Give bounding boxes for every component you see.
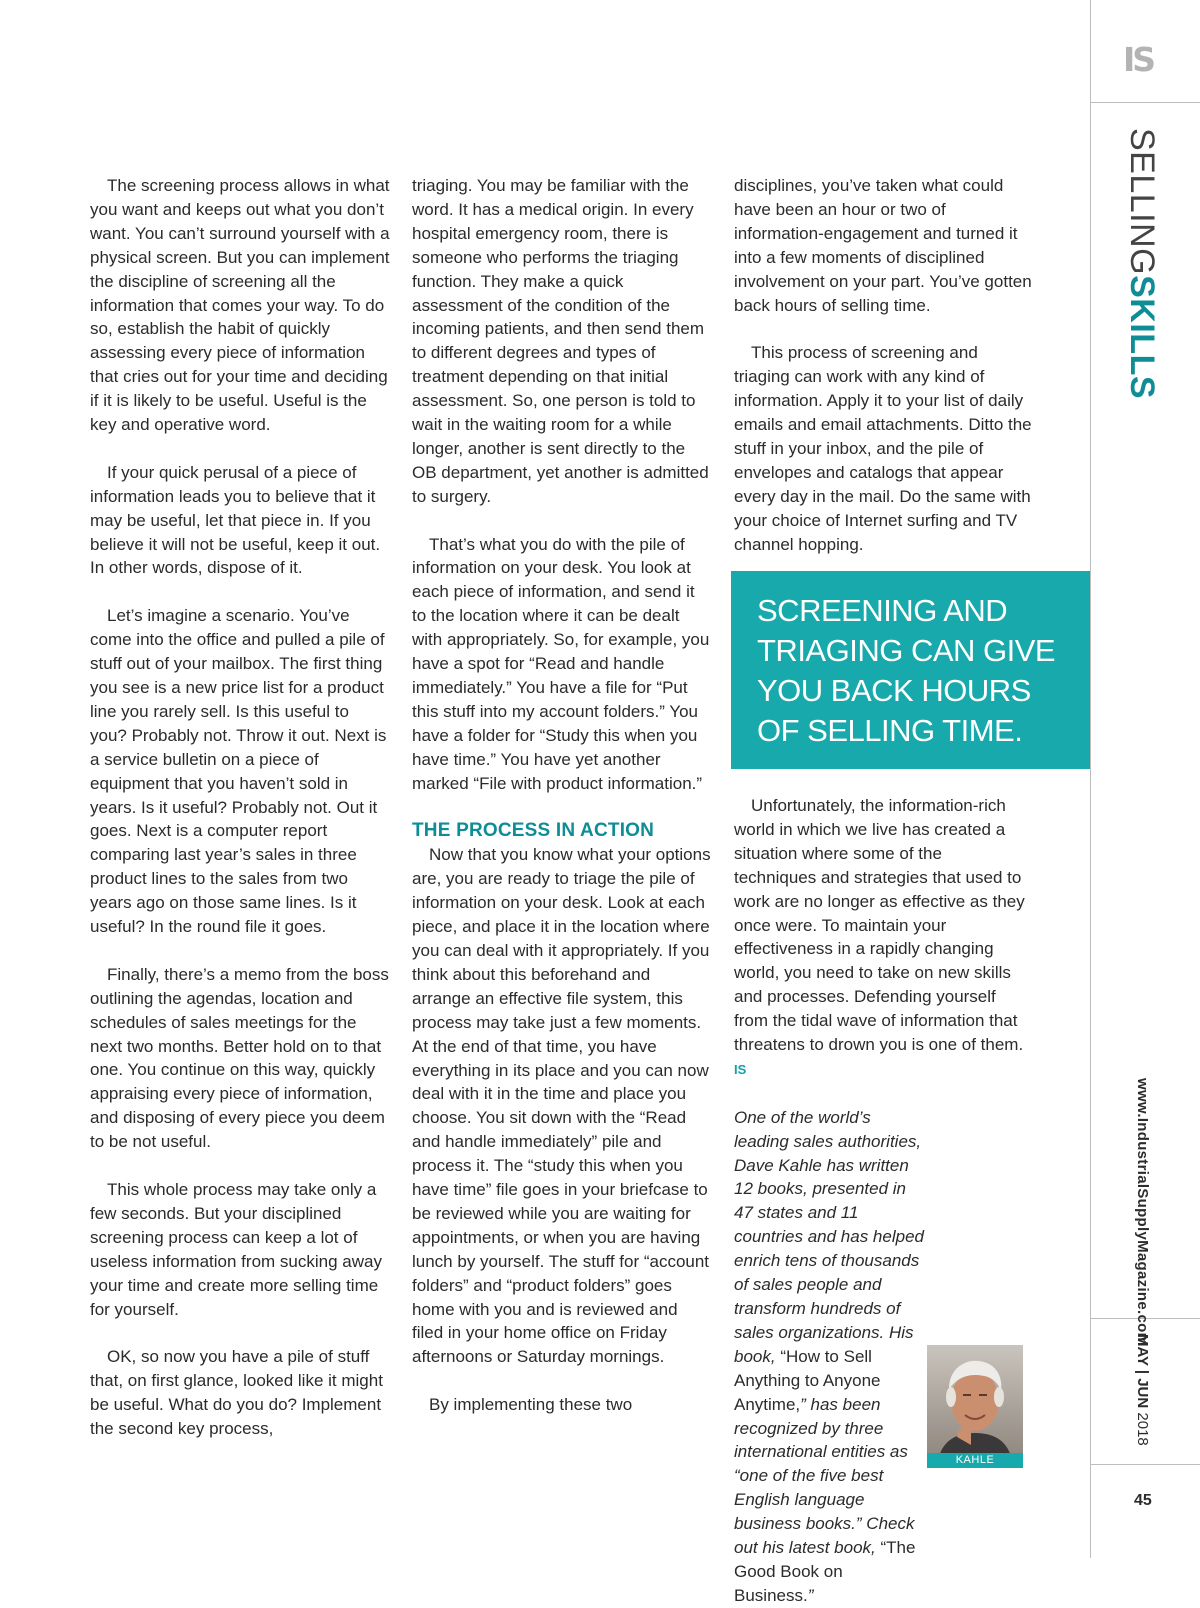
article-column-3: [734, 174, 1034, 556]
article-column-1: [90, 174, 390, 1441]
paragraph: That’s what you do with the pile of information on your desk. You look at each piece of information, and send it to the location where it can be dealt with appropriately. So, for example, you have a spot for “Read and handle immediately.” You have a file for “Put this stuff into my account folders.” You have a folder for “Study this when you have time.” You have yet another marked “File with product information.”: [412, 534, 710, 793]
paragraph: Now that you know what your options are, you are ready to triage the pile of information on your desk. Look at each piece, and place it in the location where you can deal with it appropriately. If you think about this beforehand and arrange an effective file system, this process may take just a few moments. At the end of that time, you have everything in its place and you can now deal with it in the time and place you choose. You sit down with the “Read and handle immediately” pile and process it. The “study this when you have time” file goes in your briefcase to be reviewed while you are waiting for appointments, or when you are having lunch by yourself. The stuff for “account folders” and “product folders” goes home with you and is reviewed and filed in your home office on Friday afternoons or Saturday mornings.: [412, 845, 711, 1367]
bio-book-title: “How to Sell Anything to Anyone Anytime,: [734, 1346, 881, 1414]
page-number: 45: [1134, 1492, 1152, 1509]
paragraph: disciplines, you’ve taken what could have been an hour or two of information-engagement and turned it into a few moments of disciplined involvement on your part. You’ve gotten back hours of selling time.: [734, 176, 1032, 315]
issue-year: 2018: [1134, 1412, 1151, 1446]
bio-book-title: “The Good Book on Business.: [734, 1538, 916, 1605]
article-column-3-continued: [734, 794, 1026, 1608]
rail-rule: [1090, 1464, 1200, 1465]
paragraph: [734, 794, 1026, 1082]
paragraph: Let’s imagine a scenario. You’ve come into the office and pulled a pile of stuff out of your mailbox. The first thing you see is a new price list for a product line you rarely sell. Is this useful to you? Probably not. Throw it out. Next is a service bulletin on a piece of equipment that you haven’t sold in years. Is it useful? Probably not. Out it goes. Next is a computer report comparing last year’s sales in three product lines to the sales from two years ago on those same lines. Is it useful? In the round file it goes.: [90, 606, 387, 937]
magazine-logo: IS: [1123, 40, 1154, 79]
paragraph: This whole process may take only a few seconds. But your disciplined screening process can keep a lot of useless information from sucking away your time and create more selling time for yourself.: [90, 1180, 382, 1319]
issue-month: MAY | JUN: [1134, 1334, 1151, 1409]
magazine-url-text: www.IndustrialSupplyMagazine.com: [1134, 1078, 1151, 1347]
author-portrait-image: [927, 1345, 1023, 1468]
rail-divider: [1090, 0, 1091, 1558]
author-bio: [734, 1106, 924, 1608]
end-mark-logo: IS: [734, 1061, 747, 1077]
paragraph: This process of screening and triaging can work with any kind of information. Apply it to your list of daily emails and email attachments. Ditto the stuff in your inbox, and the pile of envelopes and catalogs that appear every day in the mail. Do the same with your choice of Internet surfing and TV channel hopping.: [734, 343, 1032, 554]
section-label-bold: SKILLS: [1123, 275, 1161, 400]
bio-text: ” has been recognized by three international entities as “one of the five best English language business books.” Check out his latest book,: [734, 1394, 915, 1558]
photo-caption: KAHLE: [927, 1453, 1023, 1468]
issue-date: [1131, 1334, 1153, 1464]
article-column-2: [412, 174, 712, 1417]
pull-quote: [731, 571, 1090, 769]
pull-quote-text: SCREENING AND TRIAGING CAN GIVE YOU BACK HOURS OF SELLING TIME.: [757, 593, 1056, 748]
magazine-url: [1132, 1078, 1152, 1347]
paragraph: If your quick perusal of a piece of information leads you to believe that it may be useful, let that piece in. If you believe it will not be useful, keep it out. In other words, dispose of it.: [90, 462, 381, 578]
bio-text: One of the world’s leading sales authorities, Dave Kahle has written 12 books, presented in 47 states and 11 countries and has helped enrich tens of thousands of sales people and transform hundreds of sales organizations. His book,: [734, 1107, 924, 1366]
paragraph: triaging. You may be familiar with the word. It has a medical origin. In every hospital emergency room, there is someone who performs the triaging function. They make a quick assessment of the condition of the incoming patients, and then send them to different degrees and types of treatment depending on that initial assessment. So, one person is told to wait in the waiting room for a while longer, another is sent directly to the OB department, yet another is admitted to surgery.: [412, 176, 709, 506]
section-subhead: THE PROCESS IN ACTION: [412, 820, 655, 842]
paragraph: Finally, there’s a memo from the boss outlining the agendas, location and schedules of sales meetings for the next two months. Better hold on to that one. You continue on this way, quickly appraising every piece of information, and disposing of every piece you deem to be not useful.: [90, 964, 389, 1152]
paragraph: By implementing these two: [429, 1395, 633, 1415]
paragraph: OK, so now you have a pile of stuff that, on first glance, looked like it might be useful. What do you do? Implement the second key process,: [90, 1347, 383, 1439]
author-photo: [927, 1345, 1023, 1468]
paragraph: The screening process allows in what you want and keeps out what you don’t want. You can’t surround yourself with a physical screen. But you can implement the discipline of screening all the information that comes your way. To do so, establish the habit of quickly assessing every piece of information that cries out for your time and deciding if it is likely to be useful. Useful is the key and operative word.: [90, 176, 390, 435]
closing-text: Unfortunately, the information-rich world in which we live has created a situation where some of the techniques and strategies that used to work are no longer as effective as they once were. To maintain your effectiveness in a rapidly changing world, you need to take on new skills and processes. Defending yourself from the tidal wave of information that threatens to drown you is one of them.: [734, 796, 1025, 1055]
section-label: [1122, 128, 1162, 400]
section-label-light: SELLING: [1123, 128, 1161, 276]
bio-text: ”: [807, 1585, 814, 1605]
rail-rule: [1090, 102, 1200, 103]
